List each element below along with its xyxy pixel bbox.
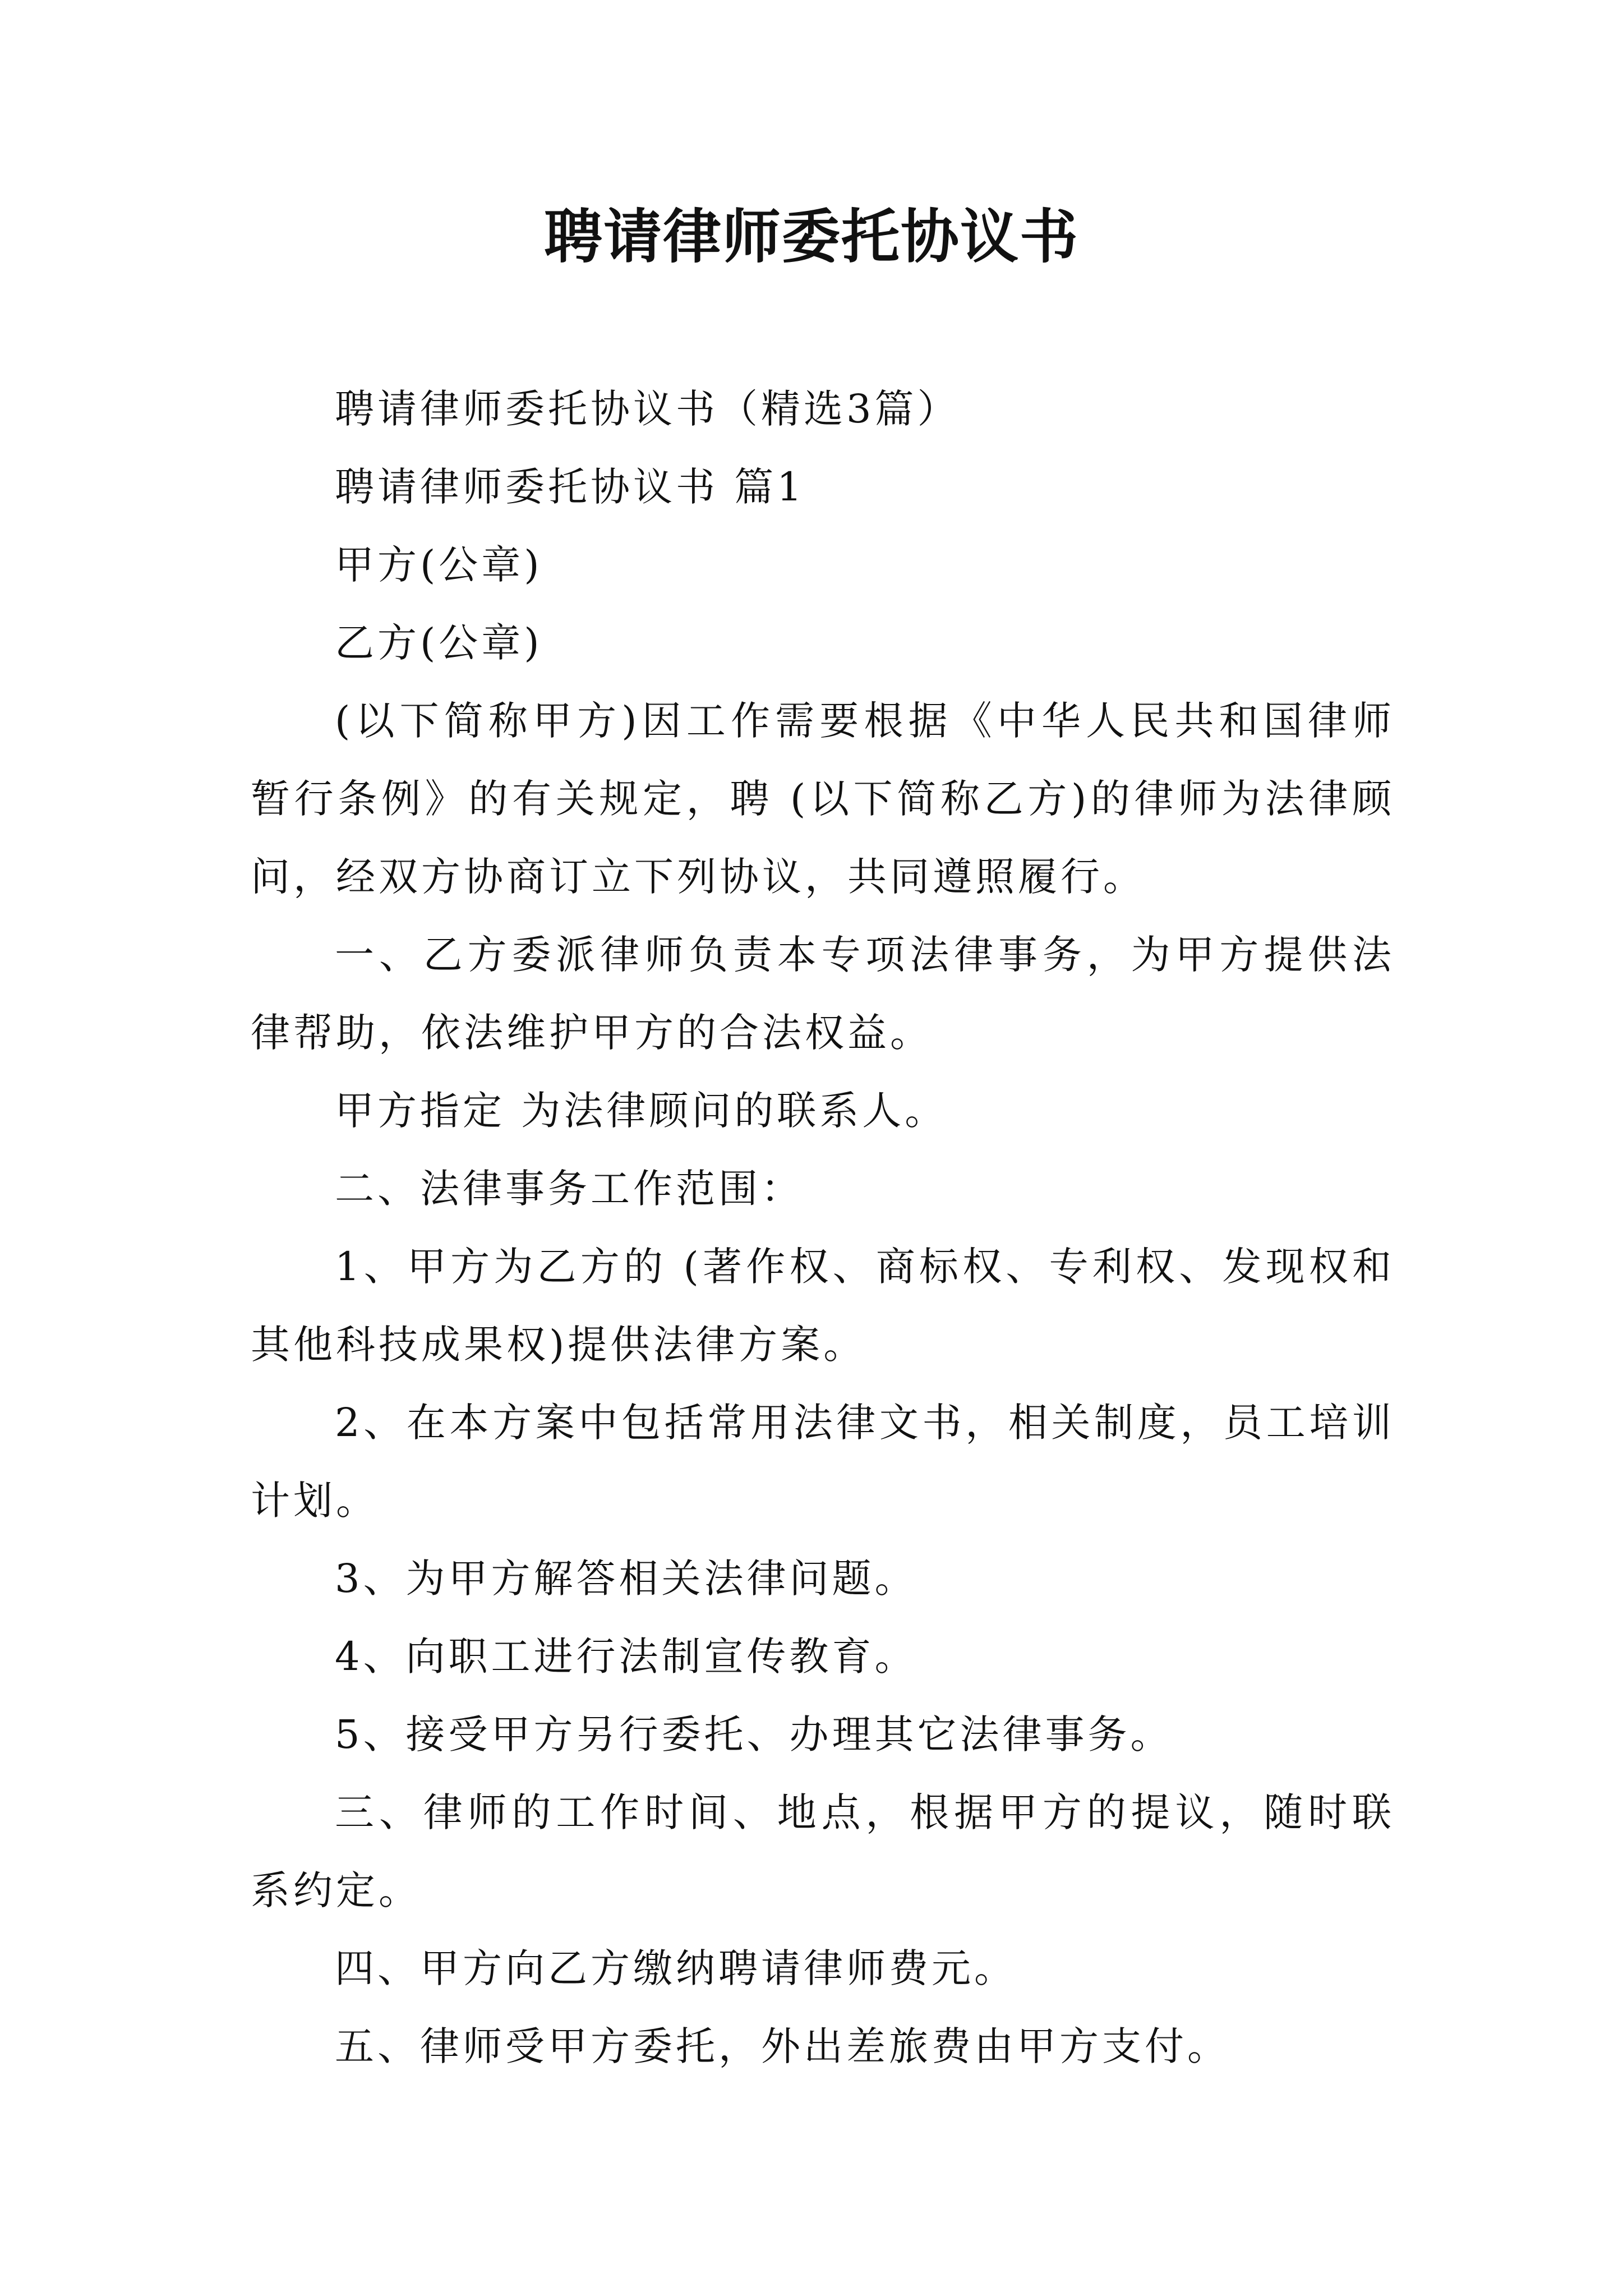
paragraph-clause-1: 一、乙方委派律师负责本专项法律事务，为甲方提供法律帮助，依法维护甲方的合法权益。 [251, 932, 1395, 1056]
paragraph-contact-person: 甲方指定 为法律顾问的联系人。 [335, 1088, 948, 1134]
paragraph-item-2: 2、在本方案中包括常用法律文书，相关制度，员工培训计划。 [251, 1400, 1395, 1524]
paragraph-item-5: 5、接受甲方另行委托、办理其它法律事务。 [335, 1711, 1173, 1757]
document-title: 聘请律师委托协议书 [543, 202, 1079, 271]
paragraph-party-b: 乙方(公章) [335, 620, 543, 666]
paragraph-clause-2: 二、法律事务工作范围： [335, 1166, 804, 1212]
paragraph-item-3: 3、为甲方解答相关法律问题。 [335, 1556, 917, 1602]
paragraph-preamble: (以下简称甲方)因工作需要根据《中华人民共和国律师暂行条例》的有关规定，聘 (以下简称乙方)的律师为法律顾问，经双方协商订立下列协议，共同遵照履行。 [251, 698, 1395, 900]
paragraph-party-a: 甲方(公章) [335, 542, 543, 588]
paragraph-clause-3: 三、律师的工作时间、地点，根据甲方的提议，随时联系约定。 [251, 1789, 1395, 1913]
paragraph-item-1: 1、甲方为乙方的 (著作权、商标权、专利权、发现权和其他科技成果权)提供法律方案。 [251, 1244, 1395, 1368]
paragraph-section-heading: 聘请律师委托协议书 篇1 [335, 464, 805, 510]
paragraph-subtitle: 聘请律师委托协议书（精选3篇） [335, 386, 960, 432]
paragraph-clause-4: 四、甲方向乙方缴纳聘请律师费元。 [335, 1945, 1017, 1991]
paragraph-clause-5: 五、律师受甲方委托，外出差旅费由甲方支付。 [335, 2023, 1230, 2069]
document-body [251, 370, 1395, 2086]
paragraph-item-4: 4、向职工进行法制宣传教育。 [335, 1634, 917, 1680]
